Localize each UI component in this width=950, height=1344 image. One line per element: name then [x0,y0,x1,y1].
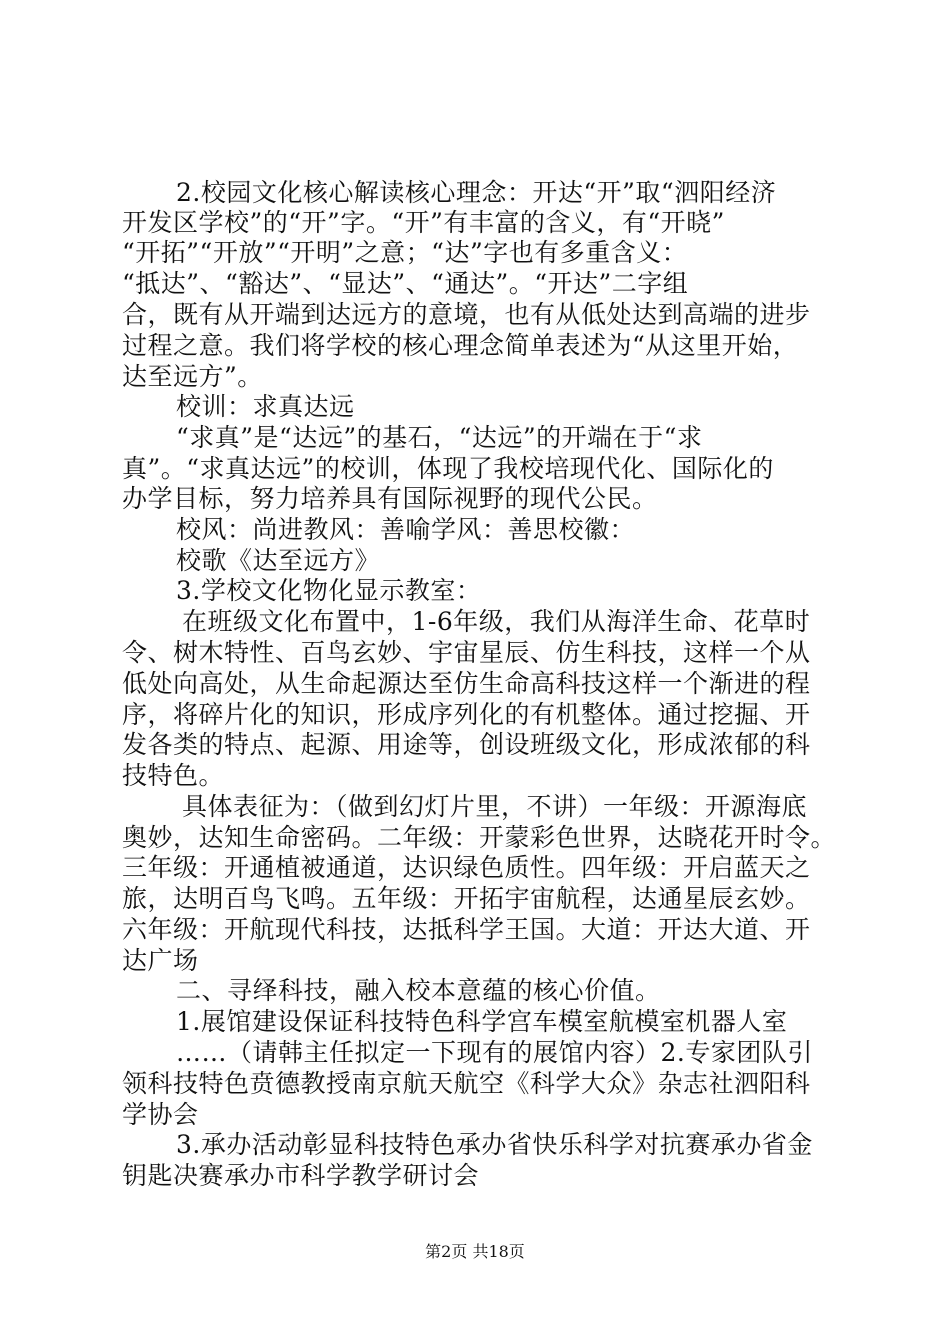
text-line: 旅，达明百鸟飞鸣。五年级：开拓宇宙航程，达通星辰玄妙。 [122,884,811,913]
text-line: 3.学校文化物化显示教室： [176,576,482,605]
text-line: ……（请韩主任拟定一下现有的展馆内容）2.专家团队引 [176,1038,813,1067]
text-line: 序，将碎片化的知识，形成序列化的有机整体。通过挖掘、开 [122,700,811,729]
text-line: “求真”是“达远”的基石，“达远”的开端在于“求 [176,423,703,452]
text-line: “抵达”、“豁达”、“显达”、“通达”。“开达”二字组 [122,269,689,298]
text-line: 具体表征为：（做到幻灯片里，不讲）一年级：开源海底 [182,792,808,821]
text-line: 钥匙决赛承办市科学教学研讨会 [122,1161,480,1190]
text-line: 奥妙，达知生命密码。二年级：开蒙彩色世界，达晓花开时令。 [122,823,837,852]
text-line: 学协会 [122,1100,199,1129]
text-line: 合，既有从开端到达远方的意境，也有从低处达到高端的进步 [122,300,811,329]
text-line: 校风：尚进教风：善喻学风：善思校徽： [176,515,636,544]
text-line: 达广场 [122,946,199,975]
text-line: 发各类的特点、起源、用途等，创设班级文化，形成浓郁的科 [122,730,811,759]
text-line: 达至远方”。 [122,362,263,391]
text-line: 真”。“求真达远”的校训，体现了我校培现代化、国际化的 [122,454,774,483]
text-line: 低处向高处，从生命起源达至仿生命高科技这样一个渐进的程 [122,669,811,698]
text-line: 六年级：开航现代科技，达抵科学王国。大道：开达大道、开 [122,915,811,944]
text-line: 办学目标，努力培养具有国际视野的现代公民。 [122,484,658,513]
page-indicator: 第2页 共18页 [425,1242,525,1261]
text-line: 三年级：开通植被通道，达识绿色质性。四年级：开启蓝天之 [122,853,811,882]
text-line: “开拓”“开放”“开明”之意；“达”字也有多重含义： [122,238,688,267]
text-line: 在班级文化布置中，1-6年级，我们从海洋生命、花草时 [182,607,811,636]
page-footer [0,1242,950,1262]
text-line: 二、寻绎科技，融入校本意蕴的核心价值。 [176,976,661,1005]
text-line: 1.展馆建设保证科技特色科学宫车模室航模室机器人室 [176,1007,788,1036]
text-line: 令、树木特性、百鸟玄妙、宇宙星辰、仿生科技，这样一个从 [122,638,811,667]
text-line: 校歌《达至远方》 [176,546,381,575]
text-line: 技特色。 [122,761,225,790]
text-line: 校训：求真达远 [176,392,355,421]
text-line: 过程之意。我们将学校的核心理念简单表述为“从这里开始， [122,331,799,360]
text-line: 3.承办活动彰显科技特色承办省快乐科学对抗赛承办省金 [176,1130,813,1159]
text-line: 领科技特色贲德教授南京航天航空《科学大众》杂志社泗阳科 [122,1069,811,1098]
text-line: 2.校园文化核心解读核心理念：开达“开”取“泗阳经济 [176,178,777,207]
text-line: 开发区学校”的“开”字。“开”有丰富的含义，有“开晓” [122,208,725,237]
